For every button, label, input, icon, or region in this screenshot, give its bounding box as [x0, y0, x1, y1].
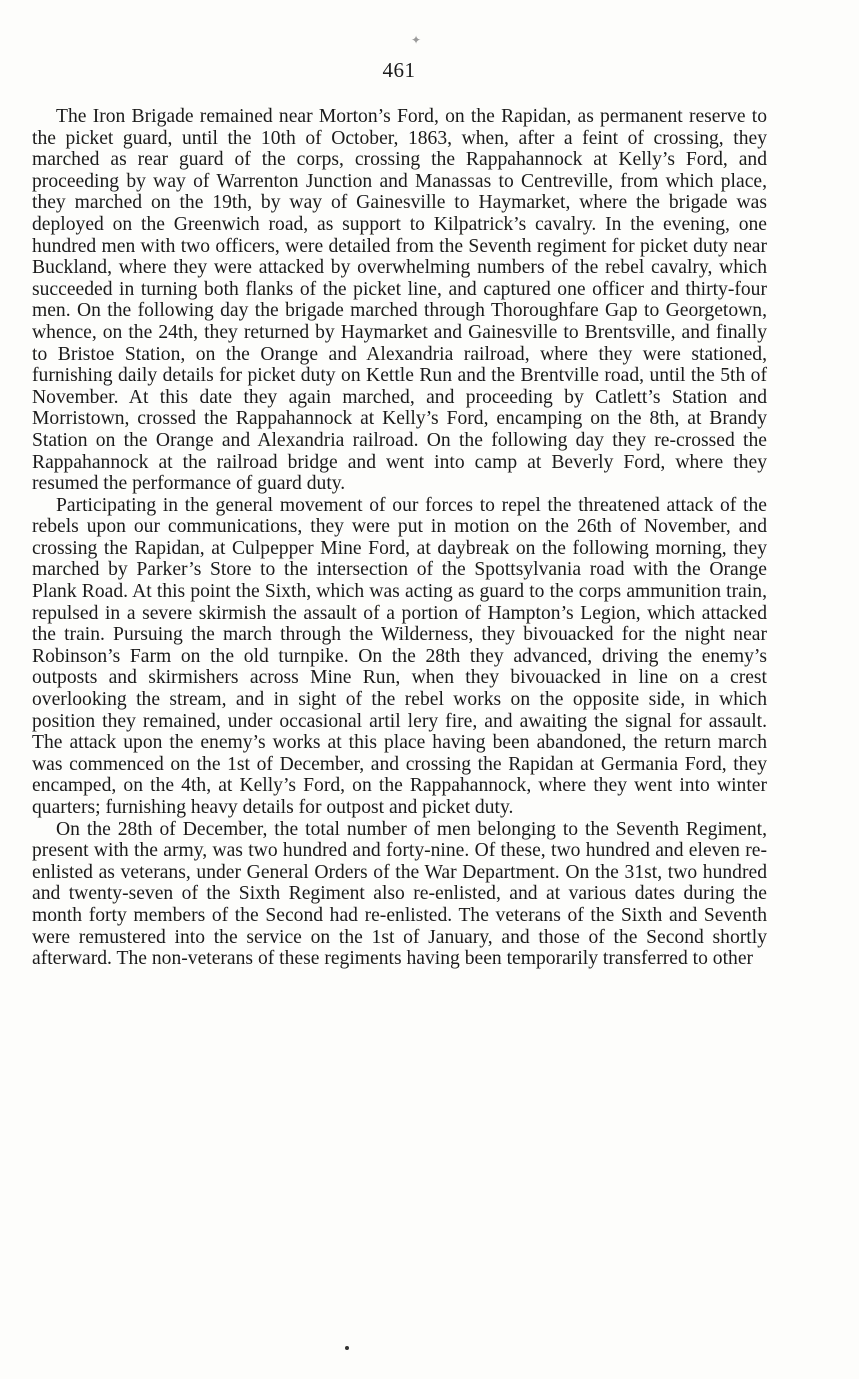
paragraph-general-movement: Participating in the general movement of our forces to repel the threatened attack of the rebels upon our communications, they were put in motion on the 26th of November, and crossing the Rapidan, at Culpepper Mine Ford, at daybreak on the following morning, they marched by Parker’s Store to the intersection of the Spottsylvania road with the Orange Plank Road. At this point the Sixth, which was acting as guard to the corps ammunition train, repulsed in a severe skirmish the assault of a portion of Hampton’s Legion, which attacked the train. Pursuing the march through the Wilderness, they bivouacked for the night near Robinson’s Farm on the old turnpike. On the 28th they advanced, driving the enemy’s outposts and skirmishers across Mine Run, when they bivouacked in line on a crest overlooking the stream, and in sight of the rebel works on the opposite side, in which position they remained, under occasional artil lery fire, and awaiting the signal for assault. The attack upon the enemy’s works at this place having been abandoned, the return march was commenced on the 1st of December, and crossing the Rapidan at Germania Ford, they encamped, on the 4th, at Kelly’s Ford, on the Rappahannock, where they went into winter quarters; furnishing heavy details for outpost and picket duty. — [32, 494, 767, 818]
paragraph-iron-brigade: The Iron Brigade remained near Morton’s Ford, on the Rapidan, as permanent reserve to the picket guard, until the 10th of October, 1863, when, after a feint of crossing, they marched as rear guard of the corps, crossing the Rappahannock at Kelly’s Ford, and proceeding by way of Warrenton Junction and Manassas to Centreville, from which place, they marched on the 19th, by way of Gainesville to Haymarket, where the brigade was deployed on the Greenwich road, as support to Kilpatrick’s cavalry. In the evening, one hundred men with two officers, were detailed from the Seventh regiment for picket duty near Buckland, where they were attacked by overwhelming numbers of the rebel cavalry, which succeeded in turning both flanks of the picket line, and captured one officer and thirty-four men. On the following day the brigade marched through Thoroughfare Gap to Georgetown, whence, on the 24th, they returned by Haymarket and Gainesville to Brentsville, and finally to Bristoe Station, on the Orange and Alexandria railroad, where they were stationed, furnishing daily details for picket duty on Kettle Run and the Brentville road, until the 5th of November. At this date they again marched, and proceeding by Catlett’s Station and Morristown, crossed the Rappahannock at Kelly’s Ford, encamping on the 8th, at Brandy Station on the Orange and Alexandria railroad. On the following day they re-crossed the Rappahannock at the railroad bridge and went into camp at Beverly Ford, where they resumed the performance of guard duty. — [32, 106, 767, 495]
paragraph-re-enlistment: On the 28th of December, the total number of men belonging to the Seventh Regiment, present with the army, was two hundred and forty-nine. Of these, two hundred and eleven re-enlisted as veterans, under General Orders of the War Department. On the 31st, two hundred and twenty-seven of the Sixth Regiment also re-enlisted, and at various dates during the month forty members of the Second had re-enlisted. The veterans of the Sixth and Seventh were remustered into the service on the 1st of January, and those of the Second shortly afterward. The non-veterans of these regiments having been temporarily transferred to other — [32, 818, 767, 970]
ink-speck — [345, 1346, 349, 1350]
ink-smudge-mark: ✦ — [410, 33, 422, 47]
body-text — [32, 106, 767, 970]
page-number: 461 — [382, 58, 416, 82]
